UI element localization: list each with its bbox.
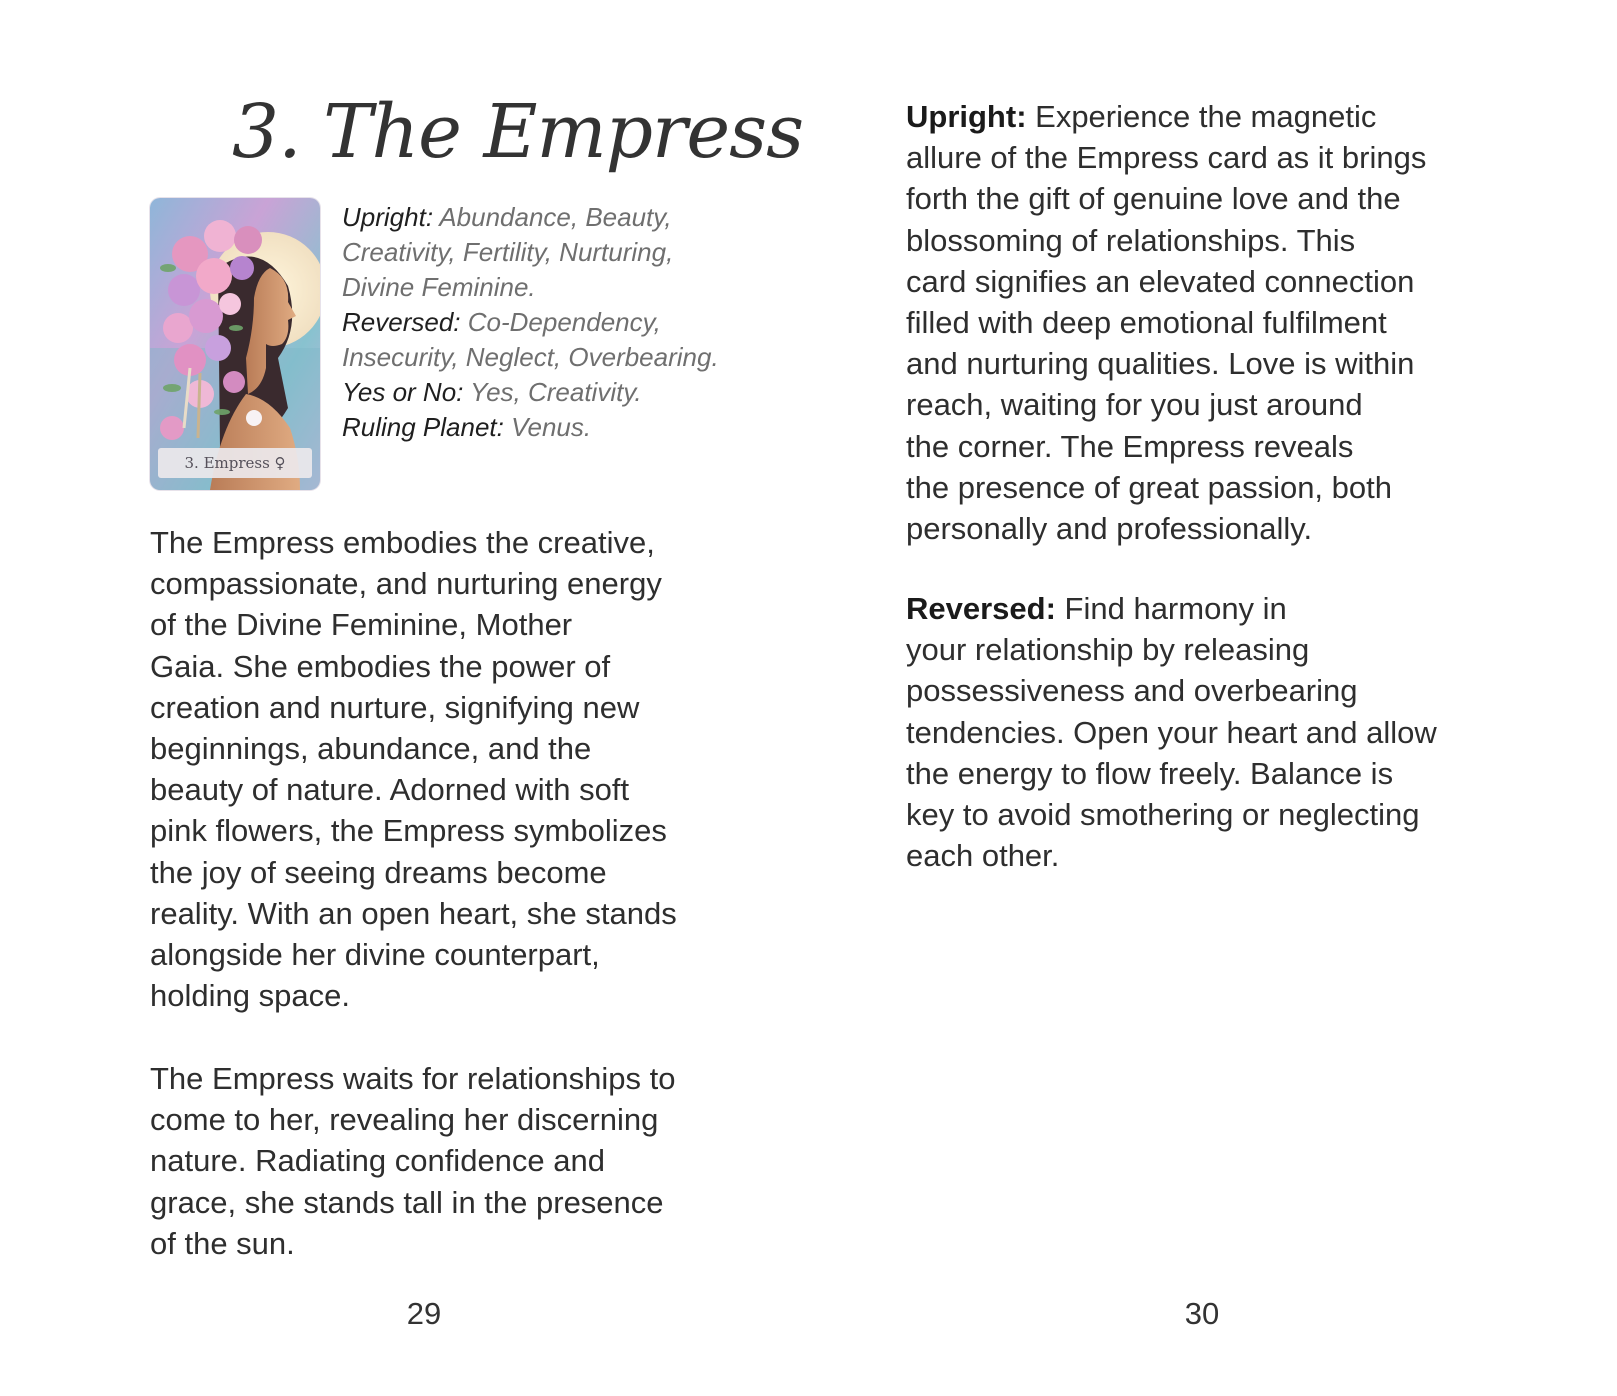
paragraph-line: grace, she stands tall in the presence — [150, 1184, 664, 1220]
paragraph-line — [906, 588, 1437, 629]
paragraph-line: nature. Radiating confidence and — [150, 1143, 605, 1179]
upright-paragraph — [906, 96, 1426, 549]
keyword-reversed — [342, 305, 732, 375]
paragraph-line: of the sun. — [150, 1225, 295, 1261]
paragraph-line: tendencies. Open your heart and allow — [906, 714, 1437, 750]
keyword-yes-no — [342, 375, 732, 410]
paragraph-line: of the Divine Feminine, Mother — [150, 607, 573, 643]
paragraph-line: card signifies an elevated connection — [906, 263, 1415, 299]
description-paragraph-1 — [150, 522, 677, 1016]
page-number-right: 30 — [1184, 1296, 1220, 1331]
ruling-planet-value: Venus. — [503, 412, 592, 442]
paragraph-line: and nurturing qualities. Love is within — [906, 346, 1415, 382]
paragraph-line: come to her, revealing her discerning — [150, 1102, 659, 1138]
upright-first-line: Experience the magnetic — [1026, 99, 1377, 134]
paragraph-line: beginnings, abundance, and the — [150, 731, 592, 767]
paragraph-line: pink flowers, the Empress symbolizes — [150, 813, 667, 849]
paragraph-line: possessiveness and overbearing — [906, 673, 1358, 709]
upright-label: Upright: — [342, 202, 434, 232]
empress-card-image — [150, 198, 320, 490]
upright-value: Abundance, Beauty, Creativity, Fertility, Nurturing, Divine Feminine. — [342, 202, 674, 302]
paragraph-line: alongside her divine counterpart, — [150, 937, 600, 973]
paragraph-line: your relationship by releasing — [906, 632, 1310, 668]
paragraph-line: key to avoid smothering or neglecting — [906, 797, 1420, 833]
paragraph-line: the corner. The Empress reveals — [906, 428, 1354, 464]
keyword-ruling-planet — [342, 410, 732, 445]
paragraph-line: blossoming of relationships. This — [906, 222, 1356, 258]
paragraph-line: the joy of seeing dreams become — [150, 854, 607, 890]
reversed-value: Co-Dependency, Insecurity, Neglect, Overbearing. — [342, 307, 719, 372]
paragraph-line: forth the gift of genuine love and the — [906, 181, 1401, 217]
paragraph-line: allure of the Empress card as it brings — [906, 140, 1427, 176]
empress-card-illustration — [150, 198, 320, 490]
reversed-first-line: Find harmony in — [1055, 591, 1287, 626]
paragraph-line: filled with deep emotional fulfilment — [906, 305, 1387, 341]
description-paragraph-2 — [150, 1058, 676, 1264]
paragraph-line: The Empress embodies the creative, — [150, 525, 655, 560]
paragraph-line: Gaia. She embodies the power of — [150, 648, 611, 684]
upright-heading: Upright: — [906, 99, 1027, 134]
reversed-heading: Reversed: — [906, 591, 1056, 626]
card-label: 3. Empress ♀ — [158, 448, 312, 478]
paragraph-line: personally and professionally. — [906, 511, 1313, 547]
paragraph-line: each other. — [906, 838, 1060, 874]
yes-no-value: Yes, Creativity. — [463, 377, 642, 407]
paragraph-line: reality. With an open heart, she stands — [150, 895, 677, 931]
reversed-label: Reversed: — [342, 307, 461, 337]
paragraph-line: The Empress waits for relationships to — [150, 1061, 676, 1096]
paragraph-line: the energy to flow freely. Balance is — [906, 755, 1394, 791]
paragraph-line: holding space. — [150, 978, 350, 1014]
yes-no-label: Yes or No: — [342, 377, 464, 407]
paragraph-line: creation and nurture, signifying new — [150, 689, 640, 725]
paragraph-line — [906, 96, 1426, 137]
paragraph-line: the presence of great passion, both — [906, 469, 1392, 505]
keyword-upright — [342, 200, 732, 305]
paragraph-line: beauty of nature. Adorned with soft — [150, 772, 630, 808]
page-number-left: 29 — [406, 1296, 442, 1331]
paragraph-line: compassionate, and nurturing energy — [150, 566, 662, 602]
left-page — [0, 0, 808, 1396]
reversed-paragraph — [906, 588, 1437, 876]
paragraph-line: reach, waiting for you just around — [906, 387, 1363, 423]
ruling-planet-label: Ruling Planet: — [342, 412, 504, 442]
page-title: 3. The Empress — [232, 89, 804, 175]
card-keywords — [342, 200, 732, 445]
